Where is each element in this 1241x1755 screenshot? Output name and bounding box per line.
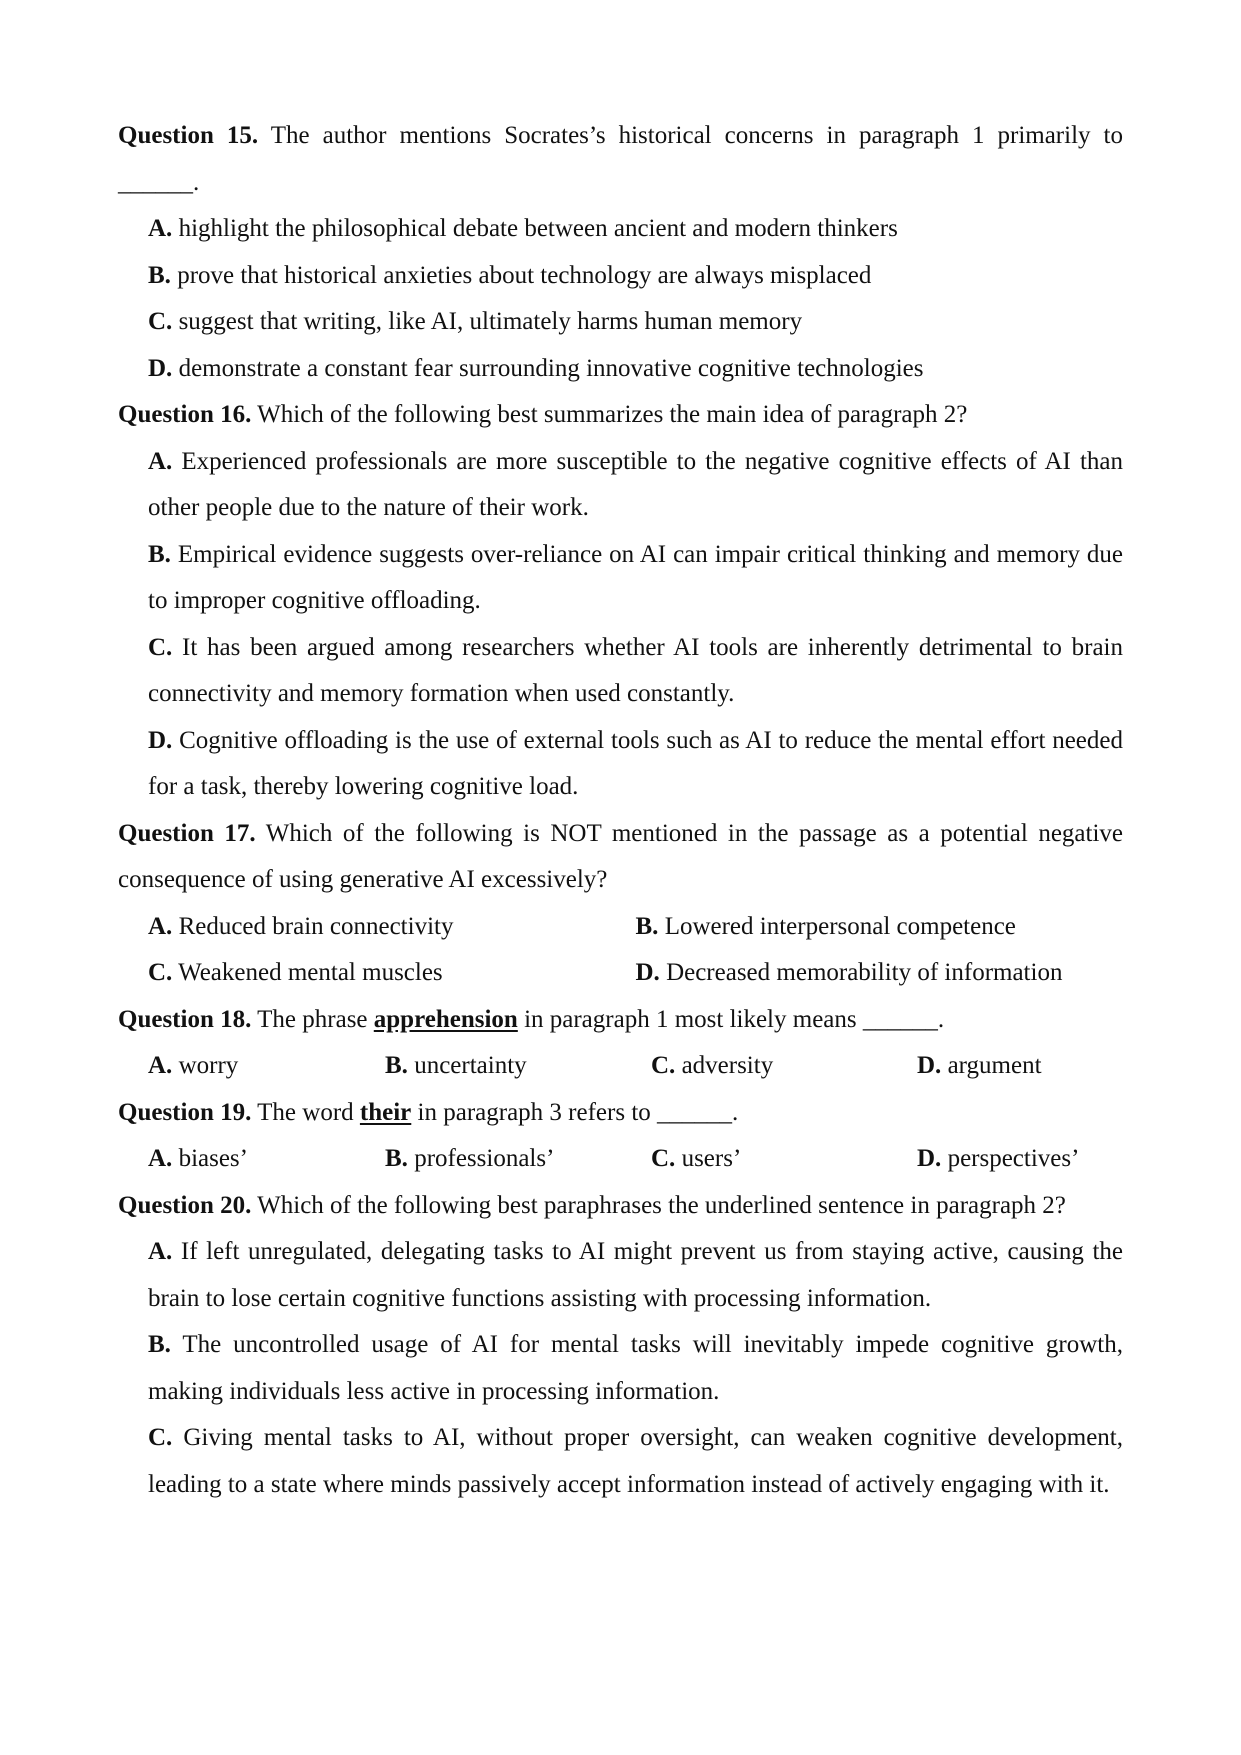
question-20-stem bbox=[118, 1183, 1123, 1230]
question-15-text: The author mentions Socrates’s historical concerns in paragraph 1 primarily to ______. bbox=[118, 122, 1124, 196]
question-16-option-c[interactable]: C. It has been argued among researchers whether AI tools are inherently detrimental to brain connectivity and memory formation when used constantly. bbox=[148, 633, 1123, 707]
question-17-stem bbox=[118, 811, 1123, 904]
question-15-option-b[interactable]: B. prove that historical anxieties about technology are always misplaced bbox=[148, 261, 872, 289]
question-18-option-b[interactable]: B. uncertainty bbox=[385, 1052, 527, 1079]
question-17-option-d[interactable]: D. Decreased memorability of information bbox=[635, 959, 1063, 986]
question-19-stem: Question 19. The word their in paragraph 3 refers to ______. bbox=[118, 1098, 739, 1126]
question-19-option-d[interactable]: D. perspectives’ bbox=[917, 1145, 1080, 1172]
question-17-option-a[interactable]: A. Reduced brain connectivity bbox=[148, 912, 454, 940]
question-18-options bbox=[118, 1043, 1123, 1090]
question-18-label: Question 18. bbox=[118, 1005, 252, 1033]
question-15-stem bbox=[118, 113, 1123, 206]
question-16-option-b[interactable]: B. Empirical evidence suggests over-reliance on AI can impair critical thinking and memory due to improper cognitive offloading. bbox=[148, 540, 1123, 614]
question-20-label: Question 20. bbox=[118, 1191, 252, 1219]
question-17-option-b[interactable]: B. Lowered interpersonal competence bbox=[635, 912, 1016, 940]
question-20-option-b[interactable]: B. The uncontrolled usage of AI for mental tasks will inevitably impede cognitive growth, making individuals less active in processing information. bbox=[148, 1331, 1123, 1405]
question-19-option-b[interactable]: B. professionals’ bbox=[385, 1145, 555, 1172]
question-16-option-d[interactable]: D. Cognitive offloading is the use of external tools such as AI to reduce the mental effort needed for a task, thereby lowering cognitive load. bbox=[148, 726, 1123, 800]
question-20-text: Which of the following best paraphrases the underlined sentence in paragraph 2? bbox=[251, 1191, 1066, 1219]
question-18-option-a[interactable]: A. worry bbox=[148, 1052, 239, 1079]
question-20-option-c[interactable]: C. Giving mental tasks to AI, without proper oversight, can weaken cognitive development, leading to a state where minds passively accept information instead of actively engaging with it. bbox=[148, 1424, 1123, 1498]
question-17-label: Question 17. bbox=[118, 819, 256, 847]
underlined-word-apprehension: apprehension bbox=[373, 1005, 518, 1033]
question-17-options-row-2 bbox=[118, 950, 1123, 997]
question-19-options bbox=[118, 1136, 1123, 1183]
question-16-text: Which of the following best summarizes the main idea of paragraph 2? bbox=[251, 401, 968, 428]
question-16-label: Question 16. bbox=[118, 401, 252, 428]
question-16-stem bbox=[118, 392, 1123, 439]
question-20-option-a[interactable]: A. If left unregulated, delegating tasks to AI might prevent us from staying active, causing the brain to lose certain cognitive functions assisting with processing information. bbox=[148, 1238, 1123, 1312]
question-18-stem: Question 18. The phrase apprehension in paragraph 1 most likely means ______. bbox=[118, 1005, 945, 1033]
question-19-option-c[interactable]: C. users’ bbox=[651, 1145, 742, 1172]
question-15-option-a[interactable]: A. highlight the philosophical debate between ancient and modern thinkers bbox=[148, 215, 898, 242]
question-18-option-c[interactable]: C. adversity bbox=[651, 1052, 774, 1079]
question-16-option-a[interactable]: A. Experienced professionals are more susceptible to the negative cognitive effects of AI than other people due to the nature of their work. bbox=[148, 447, 1123, 521]
question-19-option-a[interactable]: A. biases’ bbox=[148, 1145, 248, 1172]
question-17-options-row-1 bbox=[118, 904, 1123, 951]
question-19-label: Question 19. bbox=[118, 1098, 252, 1126]
underlined-word-their: their bbox=[359, 1098, 412, 1126]
question-17-text: Which of the following is NOT mentioned in the passage as a potential negative consequence of using generative AI excessively? bbox=[118, 819, 1123, 893]
question-15-label: Question 15. bbox=[118, 122, 259, 149]
question-list bbox=[118, 113, 1123, 1508]
question-17-option-c[interactable]: C. Weakened mental muscles bbox=[148, 959, 443, 986]
question-18-option-d[interactable]: D. argument bbox=[917, 1052, 1042, 1079]
question-15-option-c[interactable]: C. suggest that writing, like AI, ultimately harms human memory bbox=[148, 308, 803, 335]
question-15-option-d[interactable]: D. demonstrate a constant fear surrounding innovative cognitive technologies bbox=[148, 354, 924, 382]
